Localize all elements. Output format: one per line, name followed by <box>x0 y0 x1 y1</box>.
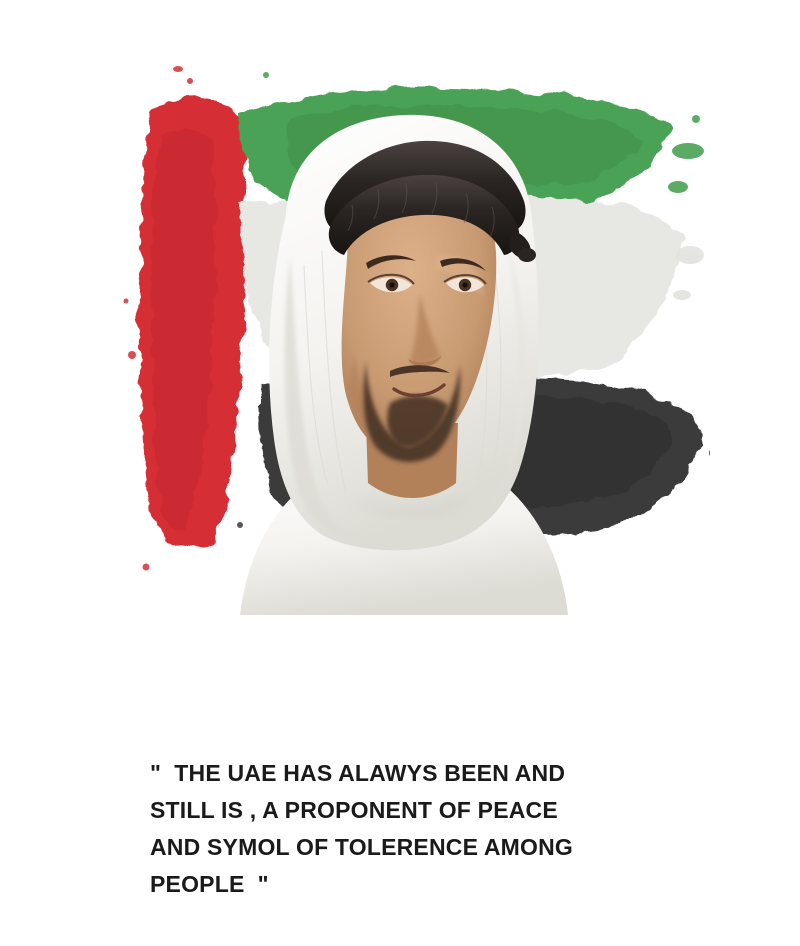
quote-line-4: PEOPLE " <box>150 871 269 897</box>
quote-line-1: " THE UAE HAS ALAWYS BEEN AND <box>150 760 566 786</box>
quote-line-3: AND SYMOL OF TOLERENCE AMONG <box>150 834 574 860</box>
flag-portrait-artwork <box>90 55 710 645</box>
flag-red-band <box>139 98 247 548</box>
quote-line-2: STILL IS , A PROPONENT OF PEACE <box>150 797 558 823</box>
quote-block <box>150 755 710 903</box>
flag-white-splatter <box>673 246 704 300</box>
